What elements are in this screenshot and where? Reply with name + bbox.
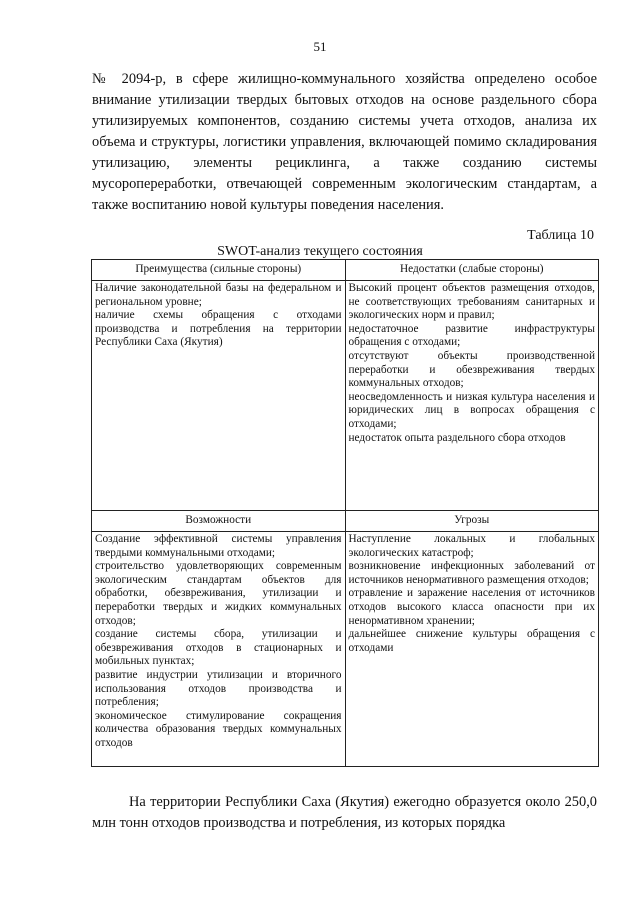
paragraph-continuation: На территории Республики Саха (Якутия) ежегодно образуется около 250,0 млн тонн отходов производства и потребления, из которых порядка [92, 794, 597, 831]
swot-table [91, 259, 599, 767]
table-label: Таблица 10 [527, 228, 594, 243]
weakness-item: недостаточное развитие инфраструктуры обращения с отходами; [348, 322, 595, 349]
weakness-item: Высокий процент объектов размещения отходов, не соответствующих требованиям санитарных и экологических норм и правил; [348, 282, 595, 322]
opportunity-item: развитие индустрии утилизации и вторичного использования отходов производства и потребления; [95, 668, 342, 709]
weakness-item: отсутствуют объекты производственной переработки и обезвреживания твердых коммунальных отходов; [348, 349, 595, 390]
opportunities-cell [92, 532, 346, 767]
table-title: SWOT-анализ текущего состояния [217, 244, 423, 259]
threat-item: возникновение инфекционных заболеваний от источников ненормативного размещения отходов; [348, 560, 595, 586]
threats-cell [345, 532, 599, 767]
strengths-cell [92, 281, 346, 511]
weakness-item: неосведомленность и низкая культура населения и юридических лиц в вопросах обращения с отходами; [348, 390, 595, 430]
threat-item: Наступление локальных и глобальных экологических катастроф; [348, 533, 595, 559]
opportunity-item: экономическое стимулирование сокращения количества образования твердых коммунальных отходов [95, 709, 342, 749]
threats-header: Угрозы [345, 511, 599, 532]
threat-item: отравление и заражение населения от источников отходов высокого класса опасности при их ненормативном хранении; [348, 587, 595, 627]
weakness-item: недостаток опыта раздельного сбора отходов [348, 431, 566, 444]
strength-item: наличие схемы обращения с отходами производства и потребления на территории Республики Саха (Якутия) [95, 309, 342, 349]
paragraph-intro: № 2094-р, в сфере жилищно-коммунального хозяйства определено особое внимание утилизации твердых бытовых отходов на основе раздельного сбора утилизируемых компонентов, созданию системы учета отходов, анализа их объема и структуры, логистики управления, включающей помимо складирования утилизацию, элементы рециклинга, а также созданию системы мусоропереработки, отвечающей современным экологическим стандартам, а также воспитанию новой культуры поведения населения. [92, 71, 597, 213]
strength-item: Наличие законодательной базы на федеральном и региональном уровне; [95, 282, 342, 308]
opportunities-header: Возможности [92, 511, 346, 532]
opportunity-item: строительство удовлетворяющих современным экологическим стандартам объектов для обработки, обезвреживания, утилизации и переработки твердых и жидких коммунальных отходов; [95, 560, 342, 627]
strengths-header: Преимущества (сильные стороны) [92, 260, 346, 281]
opportunity-item: создание системы сбора, утилизации и обезвреживания отходов в стационарных и мобильных пунктах; [95, 628, 342, 668]
opportunity-item: Создание эффективной системы управления твердыми коммунальными отходами; [95, 533, 342, 559]
weaknesses-header: Недостатки (слабые стороны) [345, 260, 599, 281]
threat-item: дальнейшее снижение культуры обращения с отходами [348, 628, 595, 654]
page-number: 51 [313, 39, 327, 54]
weaknesses-cell [345, 281, 599, 511]
